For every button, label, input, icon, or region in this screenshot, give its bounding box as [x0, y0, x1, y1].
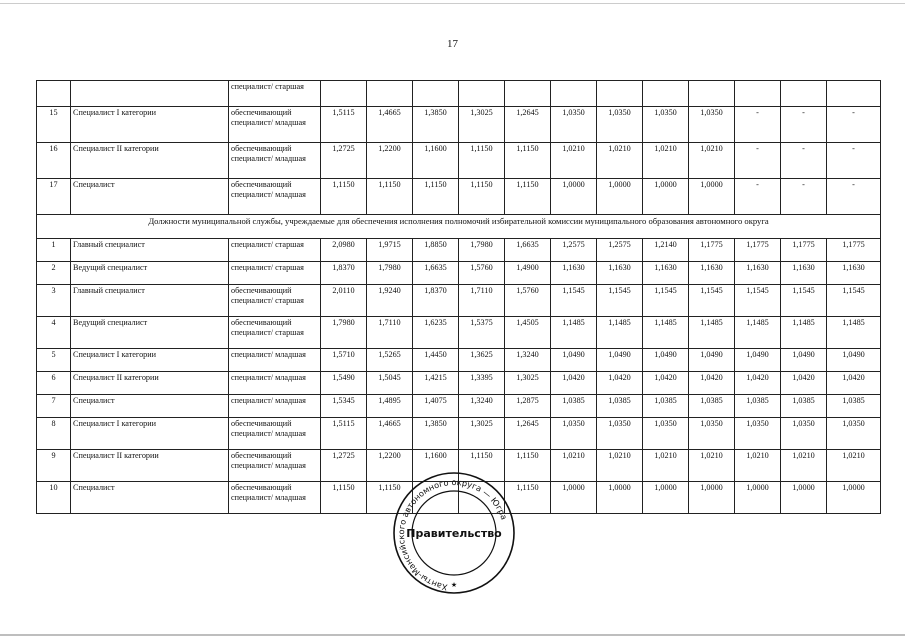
position-title: Специалист I категории — [71, 349, 229, 372]
coefficient-cell: 1,5115 — [321, 418, 367, 450]
coefficient-cell: 1,0000 — [781, 482, 827, 514]
coefficient-cell: 1,0490 — [643, 349, 689, 372]
coefficient-cell: 1,0000 — [643, 482, 689, 514]
coefficient-cell: 1,1630 — [597, 262, 643, 285]
coefficient-cell: 1,9240 — [367, 285, 413, 317]
coefficient-cell: 1,0420 — [597, 372, 643, 395]
coefficient-cell: 1,0210 — [551, 450, 597, 482]
table-row — [37, 179, 881, 215]
row-number: 7 — [37, 395, 71, 418]
coefficient-cell: 1,4505 — [505, 317, 551, 349]
coefficient-cell: 1,1775 — [689, 239, 735, 262]
coefficient-cell: 1,1630 — [689, 262, 735, 285]
coefficient-cell: 1,0385 — [643, 395, 689, 418]
table-row — [37, 285, 881, 317]
coefficient-cell — [643, 81, 689, 107]
coefficient-cell: 1,0420 — [735, 372, 781, 395]
coefficient-cell: - — [827, 179, 881, 215]
coefficient-cell: 1,0000 — [689, 179, 735, 215]
coefficient-cell: 1,1150 — [505, 482, 551, 514]
coefficient-cell: 1,4895 — [367, 395, 413, 418]
table-body — [37, 81, 881, 514]
page-number: 17 — [447, 38, 458, 50]
coefficient-cell: 1,6635 — [505, 239, 551, 262]
position-title: Специалист — [71, 179, 229, 215]
section-header: Должности муниципальной службы, учреждаемые для обеспечения исполнения полномочий избирательной комиссии муниципального образования автономного округа — [37, 215, 881, 239]
coefficient-cell: 1,0210 — [689, 450, 735, 482]
coefficient-cell: 2,0110 — [321, 285, 367, 317]
coefficient-cell: 1,3240 — [459, 395, 505, 418]
coefficient-cell: 1,5045 — [367, 372, 413, 395]
row-number: 8 — [37, 418, 71, 450]
coefficient-cell: 1,0210 — [597, 143, 643, 179]
coefficient-cell: 1,2645 — [505, 107, 551, 143]
coefficient-cell: 1,0350 — [735, 418, 781, 450]
table-row — [37, 349, 881, 372]
coefficient-cell: 1,3395 — [459, 372, 505, 395]
coefficient-cell: 1,0000 — [643, 179, 689, 215]
coefficient-cell: 1,4215 — [413, 372, 459, 395]
coefficient-cell: 1,1485 — [643, 317, 689, 349]
position-title: Специалист — [71, 482, 229, 514]
table-row — [37, 143, 881, 179]
table-row — [37, 262, 881, 285]
coefficient-cell: 1,0490 — [735, 349, 781, 372]
coefficient-cell: 1,8370 — [413, 285, 459, 317]
coefficient-cell: 1,1485 — [735, 317, 781, 349]
coefficient-cell: 1,0420 — [827, 372, 881, 395]
row-number: 10 — [37, 482, 71, 514]
coefficient-cell: 1,2575 — [597, 239, 643, 262]
coefficient-cell: 1,0350 — [597, 418, 643, 450]
coefficient-cell: 1,0210 — [689, 143, 735, 179]
coefficient-cell: 1,1600 — [413, 450, 459, 482]
coefficient-cell: 1,0490 — [551, 349, 597, 372]
coefficient-cell: - — [827, 107, 881, 143]
coefficient-cell: 1,3850 — [413, 107, 459, 143]
coefficient-cell: 1,1485 — [689, 317, 735, 349]
position-title: Ведущий специалист — [71, 317, 229, 349]
coefficient-cell: 1,8370 — [321, 262, 367, 285]
seal-ring-text: Ханты-Мансийского автономного округа — Югра — [395, 476, 510, 593]
coefficient-cell: 1,1485 — [827, 317, 881, 349]
position-title: Ведущий специалист — [71, 262, 229, 285]
position-group: специалист/ младшая — [229, 349, 321, 372]
position-title: Специалист II категории — [71, 143, 229, 179]
position-title: Специалист — [71, 395, 229, 418]
coefficient-cell: 1,0490 — [689, 349, 735, 372]
row-number: 4 — [37, 317, 71, 349]
coefficient-cell: 1,1545 — [597, 285, 643, 317]
coefficient-cell: 1,0350 — [643, 418, 689, 450]
coefficient-cell: 1,3025 — [505, 372, 551, 395]
coefficient-cell: 1,0350 — [597, 107, 643, 143]
scan-edge-top — [0, 3, 905, 4]
coefficient-cell: 1,2875 — [505, 395, 551, 418]
coefficient-cell: 1,1630 — [781, 262, 827, 285]
table-row — [37, 239, 881, 262]
coefficient-cell: 1,0385 — [597, 395, 643, 418]
coefficient-cell: 1,0000 — [735, 482, 781, 514]
coefficient-cell: 1,1630 — [735, 262, 781, 285]
coefficient-cell: 1,1150 — [459, 179, 505, 215]
coefficient-cell — [459, 81, 505, 107]
coefficient-cell — [367, 81, 413, 107]
row-number: 17 — [37, 179, 71, 215]
coefficient-cell: - — [781, 107, 827, 143]
row-number: 5 — [37, 349, 71, 372]
coefficient-cell: 1,0490 — [597, 349, 643, 372]
coefficient-cell: 1,0000 — [551, 482, 597, 514]
coefficient-cell: 1,1150 — [321, 482, 367, 514]
coefficient-cell — [505, 81, 551, 107]
coefficient-cell: 1,4665 — [367, 418, 413, 450]
position-group: специалист/ старшая — [229, 262, 321, 285]
coefficient-cell — [827, 81, 881, 107]
coefficient-cell: 1,0385 — [689, 395, 735, 418]
coefficient-cell: 1,1150 — [505, 143, 551, 179]
coefficient-cell: 1,2725 — [321, 143, 367, 179]
coefficient-cell: 1,0385 — [781, 395, 827, 418]
coefficient-cell: 1,3850 — [413, 418, 459, 450]
official-seal — [373, 465, 535, 595]
row-number: 16 — [37, 143, 71, 179]
position-group: специалист/ старшая — [229, 81, 321, 107]
coefficient-cell — [689, 81, 735, 107]
row-number: 1 — [37, 239, 71, 262]
coefficient-cell: 1,0350 — [781, 418, 827, 450]
position-title: Специалист I категории — [71, 418, 229, 450]
coefficient-cell: 1,1775 — [781, 239, 827, 262]
coefficient-cell — [413, 81, 459, 107]
position-title: Специалист II категории — [71, 372, 229, 395]
coefficient-cell: 1,1545 — [689, 285, 735, 317]
coefficient-cell: - — [827, 143, 881, 179]
coefficient-cell: 1,0350 — [551, 418, 597, 450]
coefficient-cell: 2,0980 — [321, 239, 367, 262]
coefficient-cell: 1,1150 — [321, 179, 367, 215]
position-group: обеспечивающий специалист/ младшая — [229, 418, 321, 450]
coefficient-cell: 1,2200 — [367, 450, 413, 482]
position-group: обеспечивающий специалист/ младшая — [229, 107, 321, 143]
coefficients-table — [36, 80, 881, 514]
coefficient-cell: 1,3240 — [505, 349, 551, 372]
coefficient-cell: 1,0210 — [827, 450, 881, 482]
coefficient-cell: 1,6635 — [413, 262, 459, 285]
position-group: обеспечивающий специалист/ старшая — [229, 285, 321, 317]
coefficient-cell: 1,0385 — [551, 395, 597, 418]
section-row — [37, 215, 881, 239]
coefficient-cell: 1,0490 — [827, 349, 881, 372]
coefficient-cell: 1,5760 — [505, 285, 551, 317]
position-group: специалист/ младшая — [229, 372, 321, 395]
coefficient-cell: 1,9715 — [367, 239, 413, 262]
coefficient-cell: 1,2200 — [367, 143, 413, 179]
coefficient-cell: 1,0420 — [643, 372, 689, 395]
coefficient-cell: 1,2140 — [643, 239, 689, 262]
table-row — [37, 317, 881, 349]
coefficient-cell: 1,1150 — [505, 179, 551, 215]
coefficient-cell — [551, 81, 597, 107]
coefficient-cell: 1,1545 — [781, 285, 827, 317]
coefficient-cell: 1,1150 — [413, 179, 459, 215]
coefficient-cell: 1,3025 — [459, 418, 505, 450]
table-row — [37, 372, 881, 395]
seal-star-icon: ★ — [450, 581, 458, 589]
coefficient-cell: 1,4900 — [505, 262, 551, 285]
position-title: Главный специалист — [71, 239, 229, 262]
row-number: 6 — [37, 372, 71, 395]
coefficient-cell: 1,5375 — [459, 317, 505, 349]
coefficient-cell: 1,1485 — [551, 317, 597, 349]
coefficient-cell: 1,0210 — [597, 450, 643, 482]
coefficient-cell — [781, 81, 827, 107]
coefficient-cell: 1,3625 — [459, 349, 505, 372]
coefficient-cell: 1,6235 — [413, 317, 459, 349]
coefficient-cell: 1,0420 — [551, 372, 597, 395]
seal-center-text: Правительство — [406, 527, 502, 540]
coefficient-cell: 1,2725 — [321, 450, 367, 482]
coefficient-cell: 1,5115 — [321, 107, 367, 143]
coefficient-cell: 1,0000 — [597, 179, 643, 215]
coefficient-cell: 1,1630 — [827, 262, 881, 285]
row-number — [37, 81, 71, 107]
table-row — [37, 395, 881, 418]
coefficient-cell: 1,7980 — [459, 239, 505, 262]
position-group: специалист/ старшая — [229, 239, 321, 262]
scan-edge-bottom — [0, 634, 905, 636]
position-group: обеспечивающий специалист/ младшая — [229, 143, 321, 179]
coefficient-cell: 1,2575 — [551, 239, 597, 262]
coefficient-cell: 1,0000 — [597, 482, 643, 514]
coefficient-cell: 1,0210 — [643, 143, 689, 179]
coefficient-cell: 1,7980 — [367, 262, 413, 285]
position-group: обеспечивающий специалист/ старшая — [229, 317, 321, 349]
coefficient-cell: - — [781, 179, 827, 215]
position-group: специалист/ младшая — [229, 395, 321, 418]
coefficient-cell: 1,0000 — [551, 179, 597, 215]
position-group: обеспечивающий специалист/ младшая — [229, 179, 321, 215]
coefficient-cell: - — [781, 143, 827, 179]
coefficient-cell: 1,0000 — [689, 482, 735, 514]
coefficient-cell: 1,1545 — [643, 285, 689, 317]
row-number: 15 — [37, 107, 71, 143]
coefficient-cell: 1,4075 — [413, 395, 459, 418]
coefficient-cell — [735, 81, 781, 107]
row-number: 2 — [37, 262, 71, 285]
coefficient-cell: 1,0350 — [643, 107, 689, 143]
position-title: Специалист II категории — [71, 450, 229, 482]
coefficient-cell: 1,5710 — [321, 349, 367, 372]
coefficient-cell: 1,5345 — [321, 395, 367, 418]
coefficient-cell: 1,5760 — [459, 262, 505, 285]
coefficient-cell: 1,4450 — [413, 349, 459, 372]
coefficient-cell: - — [735, 179, 781, 215]
coefficient-cell: 1,1485 — [597, 317, 643, 349]
coefficient-cell: 1,0490 — [781, 349, 827, 372]
coefficient-cell: 1,1150 — [367, 179, 413, 215]
coefficient-cell: 1,0000 — [827, 482, 881, 514]
coefficient-cell — [597, 81, 643, 107]
coefficient-cell: 1,0350 — [551, 107, 597, 143]
table-row — [37, 107, 881, 143]
position-title — [71, 81, 229, 107]
position-title: Специалист I категории — [71, 107, 229, 143]
position-group: обеспечивающий специалист/ младшая — [229, 482, 321, 514]
coefficient-cell: 1,1485 — [781, 317, 827, 349]
coefficient-cell: 1,1775 — [735, 239, 781, 262]
coefficient-cell — [321, 81, 367, 107]
coefficient-cell: 1,0385 — [827, 395, 881, 418]
coefficient-cell: 1,0385 — [735, 395, 781, 418]
position-group: обеспечивающий специалист/ младшая — [229, 450, 321, 482]
table-row — [37, 81, 881, 107]
coefficient-cell: 1,1600 — [413, 143, 459, 179]
coefficient-cell: 1,0420 — [781, 372, 827, 395]
coefficient-cell: 1,1545 — [735, 285, 781, 317]
coefficient-cell: 1,8850 — [413, 239, 459, 262]
coefficient-cell: 1,0210 — [643, 450, 689, 482]
coefficient-cell: - — [735, 143, 781, 179]
coefficient-cell: 1,0350 — [689, 107, 735, 143]
coefficient-cell: 1,1775 — [827, 239, 881, 262]
coefficient-cell: 1,4665 — [367, 107, 413, 143]
table-row — [37, 418, 881, 450]
coefficient-cell: 1,2645 — [505, 418, 551, 450]
coefficient-cell: 1,7110 — [367, 317, 413, 349]
row-number: 9 — [37, 450, 71, 482]
coefficient-cell: 1,1545 — [551, 285, 597, 317]
coefficient-cell: 1,0210 — [781, 450, 827, 482]
position-title: Главный специалист — [71, 285, 229, 317]
coefficient-cell: 1,7110 — [459, 285, 505, 317]
coefficient-cell: 1,1150 — [505, 450, 551, 482]
coefficient-cell: 1,1150 — [459, 143, 505, 179]
coefficient-cell: 1,0210 — [551, 143, 597, 179]
coefficient-cell: 1,1150 — [459, 450, 505, 482]
coefficient-cell: 1,1630 — [551, 262, 597, 285]
coefficient-cell: 1,5490 — [321, 372, 367, 395]
coefficient-cell: 1,3025 — [459, 107, 505, 143]
coefficient-cell: - — [735, 107, 781, 143]
coefficient-cell: 1,0350 — [827, 418, 881, 450]
coefficient-cell: 1,0350 — [689, 418, 735, 450]
coefficient-cell: 1,5265 — [367, 349, 413, 372]
coefficient-cell: 1,0210 — [735, 450, 781, 482]
coefficient-cell: 1,0420 — [689, 372, 735, 395]
coefficient-cell: 1,1150 — [367, 482, 413, 514]
coefficient-cell: 1,1545 — [827, 285, 881, 317]
row-number: 3 — [37, 285, 71, 317]
coefficient-cell: 1,1630 — [643, 262, 689, 285]
coefficient-cell: 1,7980 — [321, 317, 367, 349]
